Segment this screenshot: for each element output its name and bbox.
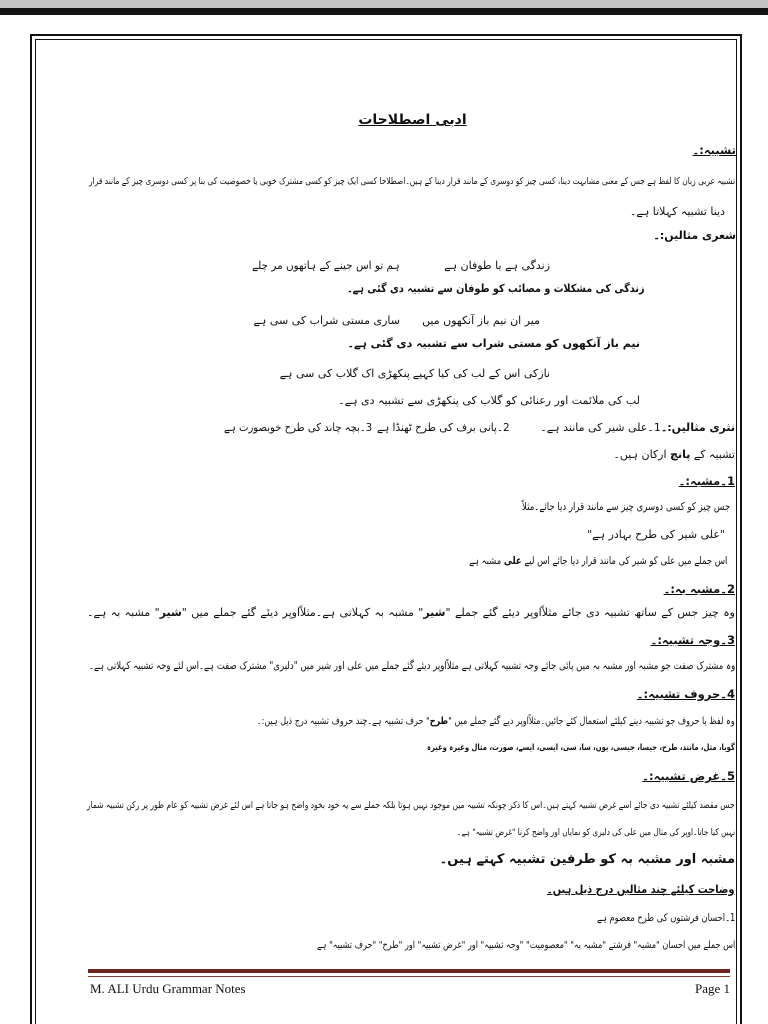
pillar-definition: جس چیز کو کسی دوسری چیز سے مانند قرار دیا جائے۔مثلاً: [521, 500, 730, 513]
prose-examples-label: نثری مثالیں:۔: [660, 421, 735, 434]
page-number: Page 1: [694, 981, 730, 996]
poetic-examples-heading: شعری مثالیں:۔: [653, 229, 736, 242]
pillar-emphasis: شیر: [159, 606, 182, 619]
pillar-heading-mushabbah: 1۔مشبہ:۔: [678, 474, 735, 488]
pillar-note-text: اس جملے میں علی کو شیر کی مانند قرار دیا جائے اس لیے: [521, 555, 727, 567]
pillar-note-emphasis: علی: [503, 555, 522, 567]
couplet-first-line: میر ان نیم باز آنکھوں میں: [422, 314, 540, 327]
tarafain-note: مشبہ اور مشبہ بہ کو طرفین تشبیہ کہتے ہیں۔: [439, 852, 735, 867]
example-analysis: اس جملے میں احسان "مشبہ" فرشتے "مشبہ بہ" "معصومیت" "وجہ تشبیہ" اور "غرض تشبیہ" اور "طرح" "حرف تشبیہ" ہے: [316, 940, 735, 951]
examples-heading: وضاحت کیلئے چند مثالیں درج ذیل ہیں۔: [547, 882, 735, 896]
couplet-second-line: ہم تو اس جینے کے ہاتھوں مر چلے: [252, 259, 400, 272]
pillars-intro-text: ارکان ہیں۔: [613, 448, 671, 461]
pillar-definition: جس مقصد کیلئے تشبیہ دی جائے اسے غرض تشبیہ کہتے ہیں۔اس کا ذکر چونکہ تشبیہ میں موجود نہیں ہوتا بلکہ جملے سے یہ خود بخود واضح ہو جاتا ہے اس لئے غرض تشبیہ کو عام طور پر رکن تشبیہ شمار: [87, 800, 735, 811]
section-heading-tashbih: تشبیہ:۔: [692, 143, 736, 157]
prose-examples-row: [525, 420, 735, 436]
pillar-heading-mushabbah-bih: 2۔مشبہ بہ:۔: [663, 582, 735, 596]
footer-rule-thin: [88, 976, 730, 977]
prose-example-item: 1۔علی شیر کی مانند ہے۔: [540, 421, 661, 434]
page-title: ادبی اصطلاحات: [358, 112, 467, 128]
definition-line: تشبیہ عربی زبان کا لفظ ہے جس کے معنی مشابہت دینا، کسی چیز کو دوسری کے مانند قرار دینا کے ہیں۔اصطلاحا کسی ایک چیز کو کسی مشترک خوبی یا خصوصیت کی بنا پر کسی دوسری چیز کے مانند قرار: [88, 176, 735, 187]
couplet-first-line: زندگی ہے یا طوفان ہے: [444, 259, 550, 272]
prose-example-item: 2۔پانی برف کی طرح ٹھنڈا ہے: [377, 421, 510, 434]
example-sentence: 1۔احسان فرشتوں کی طرح معصوم ہے: [596, 912, 735, 924]
pillar-heading-wajh-tashbih: 3۔وجہ تشبیہ:۔: [650, 633, 735, 647]
viewer-top-edge: [0, 0, 768, 16]
pillar-text: " مشبہ بہ کہلاتی ہے۔مثلاًاوپر دیئے گئے جملے میں ": [181, 606, 424, 619]
particles-list: گویا، مثل، مانند، طرح، جیسا، جیسی، یوں، سا، سی، ایسی، ایسے، صورت، مثال وغیرہ وغیرہ: [427, 743, 735, 753]
pillar-text: " مشبہ بہ ہے۔: [87, 606, 160, 619]
pillars-intro-text: تشبیہ کے: [690, 448, 735, 461]
prose-example-item: 3۔بچہ چاند کی طرح خوبصورت ہے: [223, 421, 372, 434]
pillar-text: وہ چیز جس کے ساتھ تشبیہ دی جائے مثلاًاوپر دیئے گئے جملے ": [445, 606, 735, 619]
footer-title: M. ALI Urdu Grammar Notes: [90, 981, 246, 996]
pillar-definition: وہ مشترک صفت جو مشبہ اور مشبہ بہ میں پائی جائے وجہ تشبیہ کہلاتی ہے مثلاًاوپر دیئے گئے جملے میں علی اور شیر میں "دلیری" مشترک صفت ہے۔اس لئے وجہ تشبیہ کہلاتی ہے۔: [88, 659, 735, 672]
pillar-definition: [87, 605, 735, 621]
couplet-first-line: نازکی اس کے لب کی کیا کہیے: [412, 367, 550, 380]
pillars-intro: [605, 447, 735, 463]
pillar-definition: [257, 714, 735, 730]
couplet-second-line: پنکھڑی اک گلاب کی سی ہے: [279, 367, 410, 380]
pillar-text: " حرف تشبیہ ہے۔چند حروف تشبیہ درج ذیل ہیں:۔: [257, 716, 431, 727]
pillars-intro-count: پانچ: [670, 448, 691, 461]
pillar-heading-huroof-tashbih: 4۔حروف تشبیہ:۔: [636, 687, 735, 701]
pillar-note: [469, 553, 727, 569]
footer-rule: [88, 969, 730, 973]
pillar-note-text: مشبہ ہے: [468, 555, 504, 567]
pillar-text: وہ لفظ یا حروف جو تشبیہ دینے کیلئے استعمال کئے جائیں۔مثلاًاوپر دیے گئے جملے میں ": [448, 716, 735, 727]
couplet-explanation: نیم باز آنکھوں کو مستی شراب سے تشبیہ دی گئی ہے۔: [347, 337, 640, 350]
pillar-heading-gharaz-tashbih: 5۔غرض تشبیہ:۔: [642, 769, 735, 783]
pillar-example-quote: "علی شیر کی طرح بہادر ہے": [587, 528, 725, 541]
couplet-second-line: ساری مستی شراب کی سی ہے: [253, 314, 400, 327]
definition-line: دینا تشبیہ کہلاتا ہے۔: [629, 205, 725, 218]
couplet-explanation: لب کی ملائمت اور رعنائی کو گلاب کی پنکھڑی سے تشبیہ دی ہے۔: [338, 394, 640, 407]
couplet-explanation: زندگی کی مشکلات و مصائب کو طوفان سے تشبیہ دی گئی ہے۔: [347, 282, 645, 295]
pillar-emphasis: شیر: [423, 606, 446, 619]
pillar-emphasis: طرح: [430, 716, 449, 727]
pillar-definition: نہیں کیا جاتا۔اوپر کی مثال میں علی کی دلیری کو نمایاں اور واضح کرنا "غرض تشبیہ" ہے۔: [456, 827, 735, 838]
